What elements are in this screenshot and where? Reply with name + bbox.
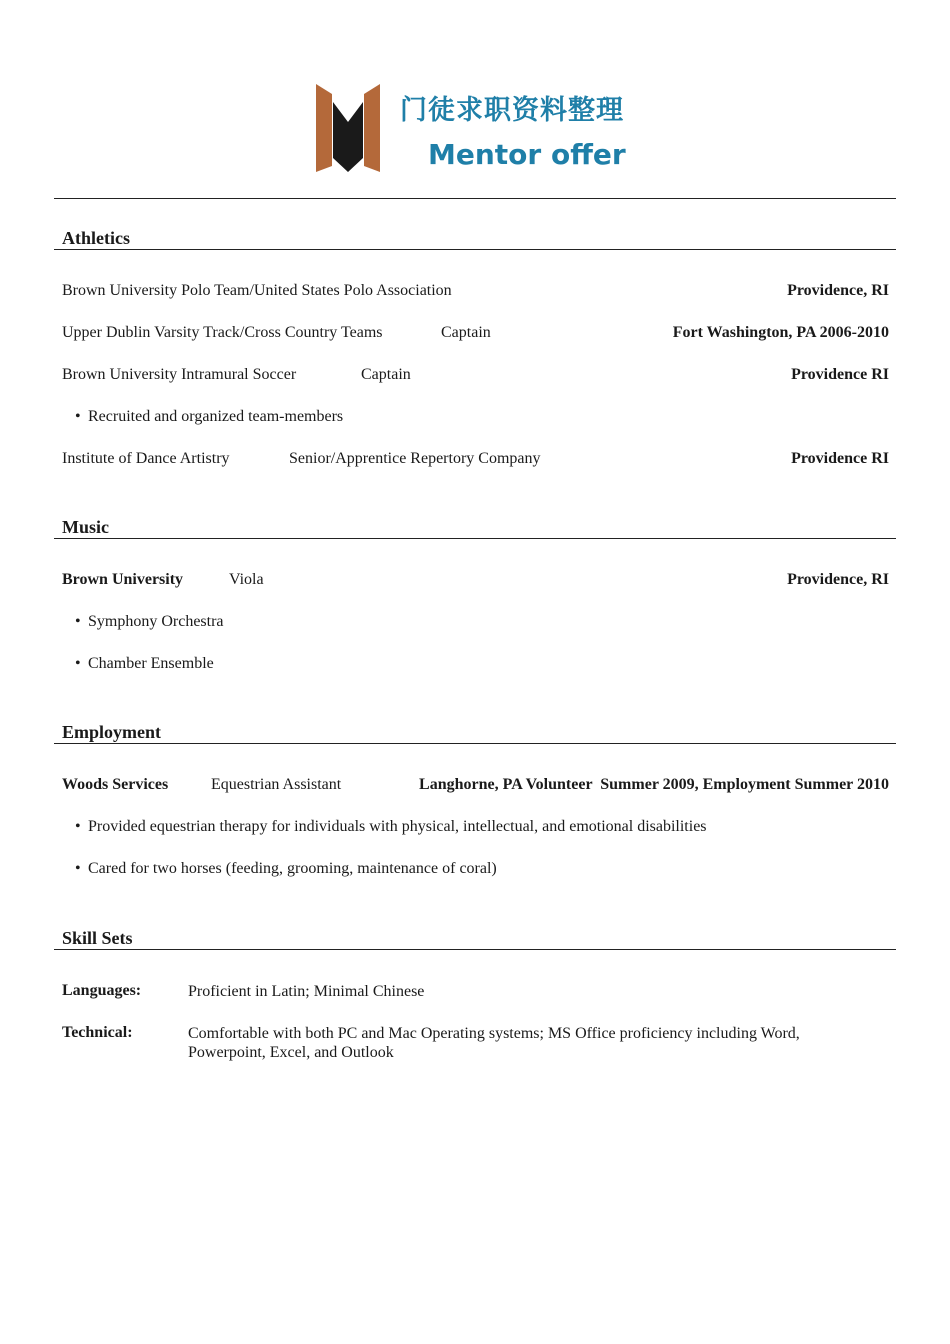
section-divider-employment [54, 743, 896, 744]
mentor-offer-logo [312, 80, 642, 180]
music-location: Providence, RI [787, 571, 889, 588]
logo-mark-icon [312, 80, 384, 176]
section-divider-skills [54, 949, 896, 950]
section-title-athletics: Athletics [62, 228, 130, 248]
skill-label-technical: Technical: [62, 1024, 133, 1041]
music-role: Viola [229, 571, 264, 588]
athletics-row-dance [62, 450, 889, 472]
section-divider-music [54, 538, 896, 539]
athletics-org: Upper Dublin Varsity Track/Cross Country Teams [62, 324, 383, 341]
employment-location: Langhorne, PA Volunteer Summer 2009, Employment Summer 2010 [419, 776, 889, 793]
athletics-role: Captain [441, 324, 491, 341]
athletics-role: Senior/Apprentice Repertory Company [289, 450, 541, 467]
athletics-location: Providence RI [791, 366, 889, 383]
athletics-org: Brown University Polo Team/United States Polo Association [62, 282, 452, 299]
athletics-location: Providence RI [791, 450, 889, 467]
athletics-org: Brown University Intramural Soccer [62, 366, 297, 383]
music-org: Brown University [62, 571, 184, 588]
athletics-role: Captain [361, 366, 411, 383]
athletics-row-soccer [62, 366, 889, 388]
bullet-icon: • [75, 860, 81, 877]
section-divider-athletics [54, 249, 896, 250]
bullet-icon: • [75, 613, 81, 630]
skill-value-technical: Comfortable with both PC and Mac Operating systems; MS Office proficiency including Word, Powerpoint, Excel, and Outlook [188, 1025, 800, 1061]
athletics-row-polo [62, 282, 889, 304]
employment-org: Woods Services [62, 776, 169, 793]
logo-text-english: Mentor offer [428, 138, 626, 171]
section-title-employment: Employment [62, 722, 161, 742]
header-divider [54, 198, 896, 199]
section-title-music: Music [62, 517, 109, 537]
skill-value-languages: Proficient in Latin; Minimal Chinese [188, 983, 425, 1000]
logo-text-chinese: 门徒求职资料整理 [400, 95, 624, 126]
employment-role: Equestrian Assistant [211, 776, 342, 793]
music-row [62, 571, 889, 593]
skill-label-languages: Languages: [62, 982, 142, 999]
athletics-row-track [62, 324, 889, 346]
section-title-skills: Skill Sets [62, 928, 133, 948]
athletics-location: Providence, RI [787, 282, 889, 299]
employment-row [62, 776, 889, 798]
bullet-icon: • [75, 655, 81, 672]
bullet-icon: • [75, 408, 81, 425]
athletics-org: Institute of Dance Artistry [62, 450, 230, 467]
athletics-location: Fort Washington, PA 2006-2010 [672, 324, 889, 341]
bullet-icon: • [75, 818, 81, 835]
